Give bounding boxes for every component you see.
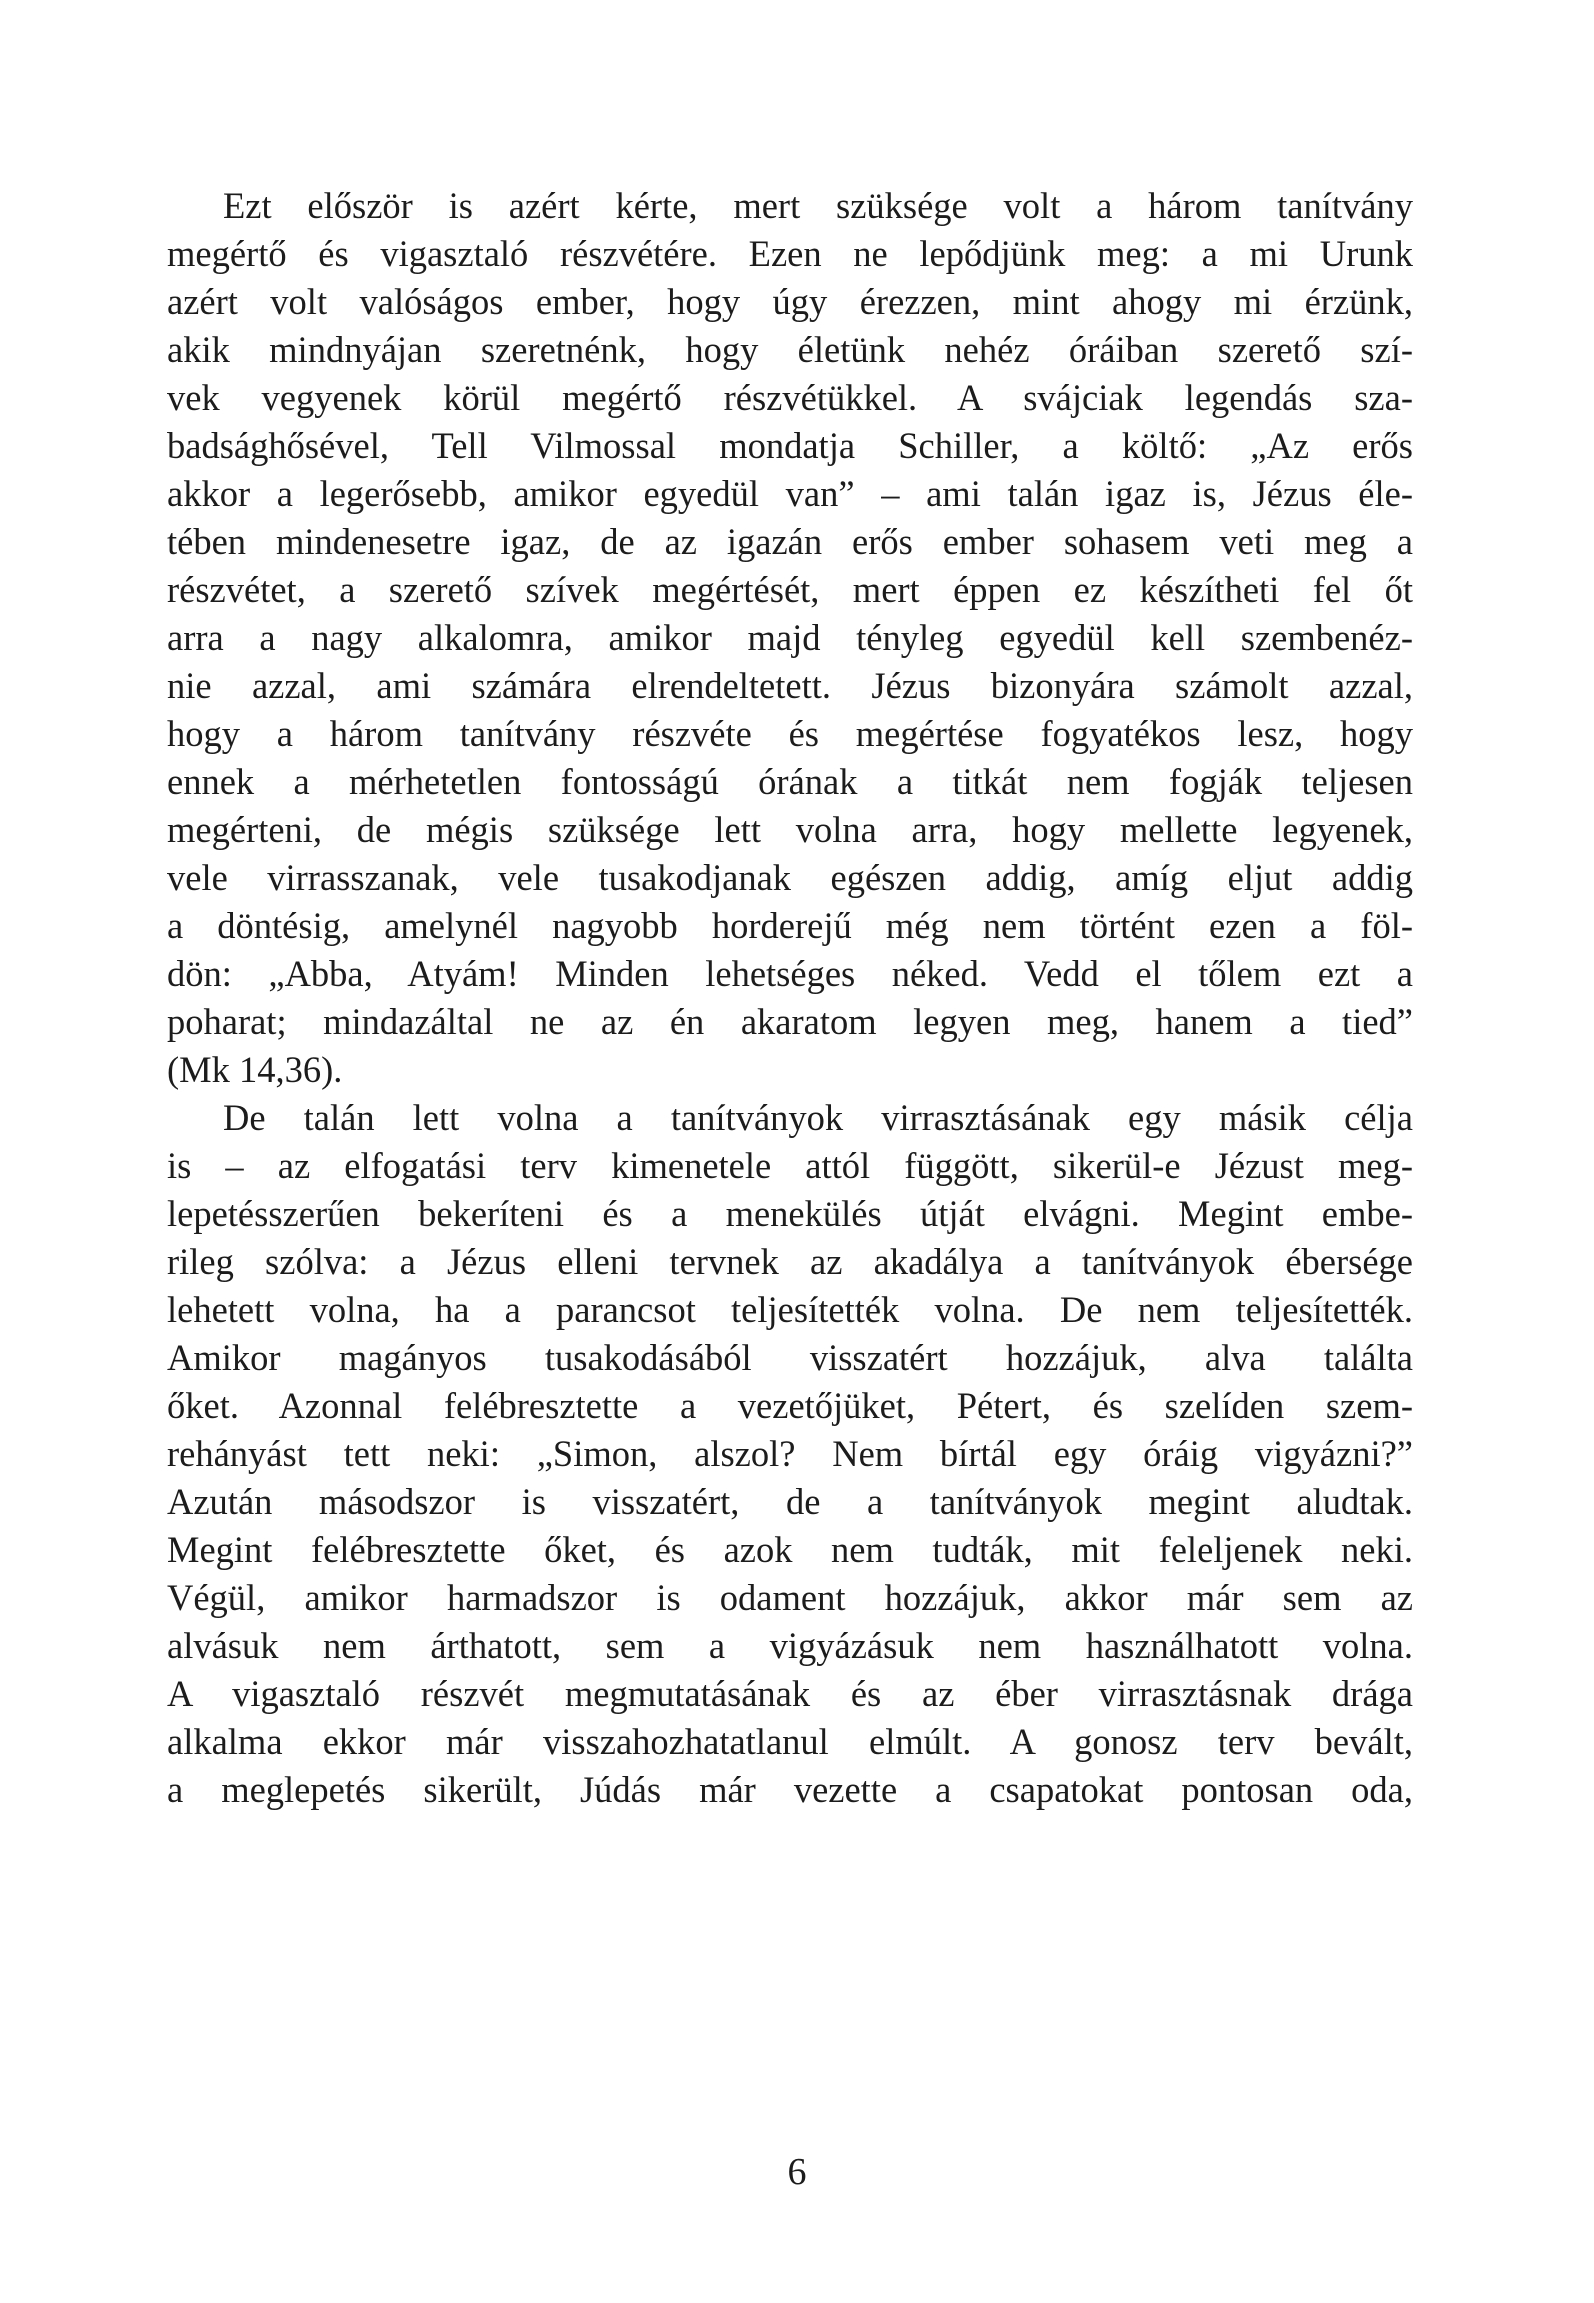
text-line: ennek a mérhetetlen fontosságú órának a titkát nem fogják teljesen: [167, 761, 1413, 802]
text-line: De talán lett volna a tanítványok virrasztásának egy másik célja: [223, 1097, 1413, 1138]
text-line: a meglepetés sikerült, Júdás már vezette a csapatokat pontosan oda,: [167, 1769, 1413, 1810]
body-text: [167, 182, 1413, 1814]
text-line: lehetett volna, ha a parancsot teljesítették volna. De nem teljesítették.: [167, 1289, 1413, 1330]
text-line: hogy a három tanítvány részvéte és megértése fogyatékos lesz, hogy: [167, 713, 1413, 754]
paragraph-2: [167, 1094, 1413, 1814]
text-line: rehányást tett neki: „Simon, alszol? Nem bírtál egy óráig vigyázni?”: [167, 1433, 1413, 1474]
text-line: alvásuk nem árthatott, sem a vigyázásuk nem használhatott volna.: [167, 1625, 1413, 1666]
text-line: badsághősével, Tell Vilmossal mondatja Schiller, a költő: „Az erős: [167, 425, 1413, 466]
text-line: akik mindnyájan szeretnénk, hogy életünk nehéz óráiban szerető szí-: [167, 329, 1413, 370]
text-line: őket. Azonnal felébresztette a vezetőjüket, Pétert, és szelíden szem-: [167, 1385, 1413, 1426]
text-line: a döntésig, amelynél nagyobb horderejű még nem történt ezen a föl-: [167, 905, 1413, 946]
text-line: poharat; mindazáltal ne az én akaratom legyen meg, hanem a tied”: [167, 1001, 1413, 1042]
text-line: dön: „Abba, Atyám! Minden lehetséges néked. Vedd el tőlem ezt a: [167, 953, 1413, 994]
text-line: is – az elfogatási terv kimenetele attól függött, sikerül-e Jézust meg-: [167, 1145, 1413, 1186]
text-line: tében mindenesetre igaz, de az igazán erős ember sohasem veti meg a: [167, 521, 1413, 562]
text-line: Azután másodszor is visszatért, de a tanítványok megint aludtak.: [167, 1481, 1413, 1522]
text-line: arra a nagy alkalomra, amikor majd tényleg egyedül kell szembenéz-: [167, 617, 1413, 658]
text-line: azért volt valóságos ember, hogy úgy érezzen, mint ahogy mi érzünk,: [167, 281, 1413, 322]
page-number: 6: [787, 2151, 807, 2193]
text-line: (Mk 14,36).: [167, 1049, 343, 1090]
text-line: A vigasztaló részvét megmutatásának és az éber virrasztásnak drága: [167, 1673, 1413, 1714]
text-line: Megint felébresztette őket, és azok nem tudták, mit feleljenek neki.: [167, 1529, 1413, 1570]
text-line: rileg szólva: a Jézus elleni tervnek az akadálya a tanítványok ébersége: [167, 1241, 1413, 1282]
text-line: Végül, amikor harmadszor is odament hozzájuk, akkor már sem az: [167, 1577, 1413, 1618]
text-line: Ezt először is azért kérte, mert szüksége volt a három tanítvány: [223, 185, 1413, 226]
text-line: Amikor magányos tusakodásából visszatért hozzájuk, alva találta: [167, 1337, 1413, 1378]
text-line: lepetésszerűen bekeríteni és a menekülés útját elvágni. Megint embe-: [167, 1193, 1413, 1234]
text-line: akkor a legerősebb, amikor egyedül van” – ami talán igaz is, Jézus éle-: [167, 473, 1413, 514]
text-line: megértő és vigasztaló részvétére. Ezen ne lepődjünk meg: a mi Urunk: [167, 233, 1413, 274]
text-line: megérteni, de mégis szüksége lett volna arra, hogy mellette legyenek,: [167, 809, 1413, 850]
text-line: alkalma ekkor már visszahozhatatlanul elmúlt. A gonosz terv bevált,: [167, 1721, 1413, 1762]
text-line: vele virrasszanak, vele tusakodjanak egészen addig, amíg eljut addig: [167, 857, 1413, 898]
paragraph-1: [167, 182, 1413, 1094]
text-line: nie azzal, ami számára elrendeltetett. Jézus bizonyára számolt azzal,: [167, 665, 1413, 706]
text-line: részvétet, a szerető szívek megértését, mert éppen ez készítheti fel őt: [167, 569, 1413, 610]
text-line: vek vegyenek körül megértő részvétükkel. A svájciak legendás sza-: [167, 377, 1413, 418]
